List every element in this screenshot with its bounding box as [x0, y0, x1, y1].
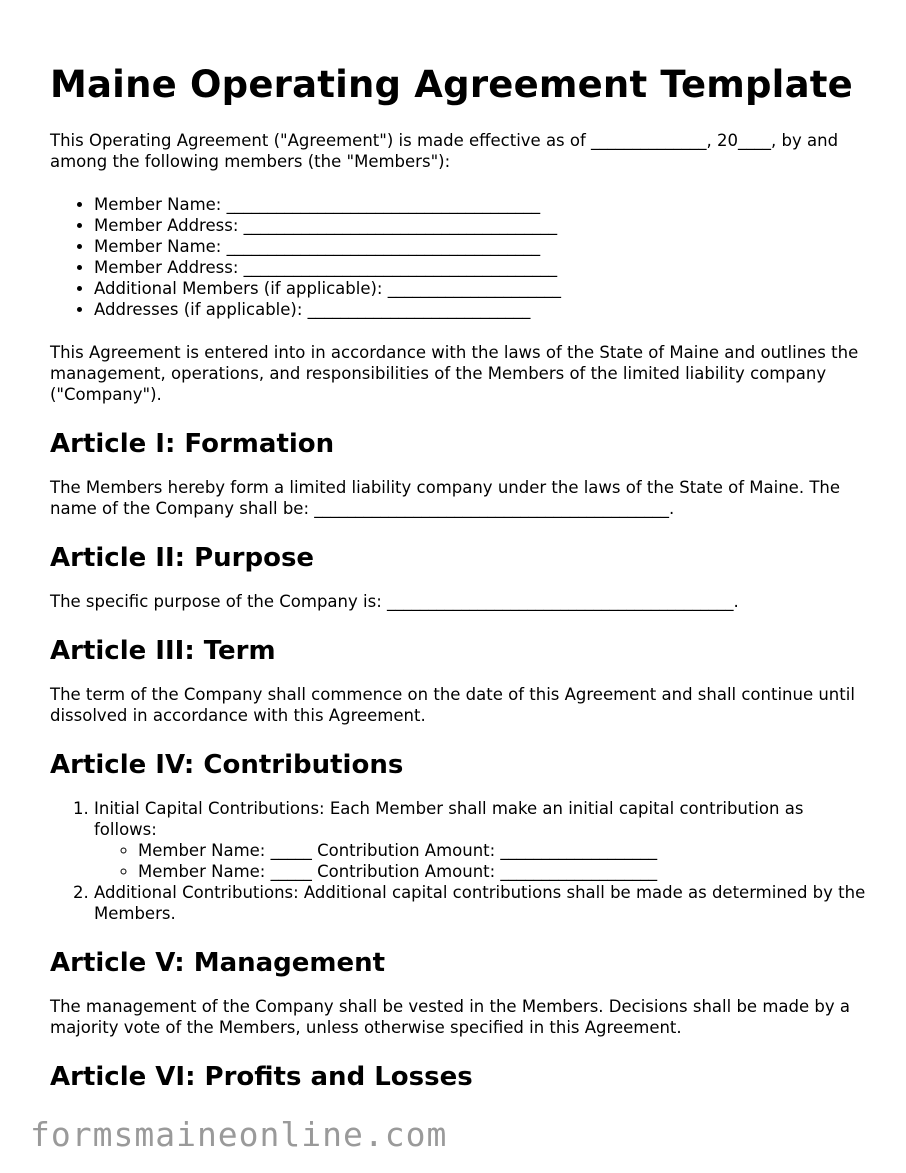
article-purpose-heading: Article II: Purpose — [50, 543, 315, 573]
article-contributions-heading: Article IV: Contributions — [50, 750, 404, 780]
list-item: 2. Additional Contributions: Additional capital contributions shall be made as determined by the Members. — [94, 882, 870, 924]
article-management-text: The management of the Company shall be vested in the Members. Decisions shall be made by a majority vote of the Members, unless otherwise specified in this Agreement. — [50, 997, 850, 1037]
document-page — [50, 58, 870, 1110]
list-item: • Member Address: ______________________________________ — [94, 215, 870, 236]
list-item: • Member Name: ______________________________________ — [94, 194, 870, 215]
article-formation-heading: Article I: Formation — [50, 429, 335, 459]
list-item: • Addresses (if applicable): ___________________________ — [94, 299, 870, 320]
list-item: • Member Name: ______________________________________ — [94, 236, 870, 257]
initial-contributions-text: Initial Capital Contributions: Each Member shall make an initial capital contribution as follows: — [94, 799, 804, 839]
watermark: formsmaineonline.com — [30, 1115, 448, 1154]
contribution-subitems — [94, 840, 870, 882]
list-item: • Member Address: ______________________________________ — [94, 257, 870, 278]
list-item: ◦ Member Name: _____ Contribution Amount: ___________________ — [138, 840, 870, 861]
article-management-heading: Article V: Management — [50, 948, 386, 978]
article-term-text: The term of the Company shall commence on the date of this Agreement and shall continue until dissolved in accordance with this Agreement. — [50, 685, 855, 725]
member-fields-list — [50, 194, 870, 320]
list-item — [94, 798, 870, 882]
list-item: ◦ Member Name: _____ Contribution Amount: ___________________ — [138, 861, 870, 882]
article-profits-heading: Article VI: Profits and Losses — [50, 1062, 473, 1092]
intro-paragraph: This Operating Agreement ("Agreement") is made effective as of ______________, 20____, by and among the following members (the "Members"): — [50, 131, 839, 171]
contributions-list — [50, 798, 870, 924]
agreement-paragraph: This Agreement is entered into in accordance with the laws of the State of Maine and outlines the management, operations, and responsibilities of the Members of the limited liability company ("Company"). — [50, 343, 859, 404]
page-title: Maine Operating Agreement Template — [50, 63, 853, 106]
article-formation-text: The Members hereby form a limited liability company under the laws of the State of Maine. The name of the Company shall be: ___________________________________________. — [50, 478, 841, 518]
list-item: • Additional Members (if applicable): _____________________ — [94, 278, 870, 299]
article-term-heading: Article III: Term — [50, 636, 276, 666]
article-purpose-text: The specific purpose of the Company is: __________________________________________. — [50, 592, 739, 611]
